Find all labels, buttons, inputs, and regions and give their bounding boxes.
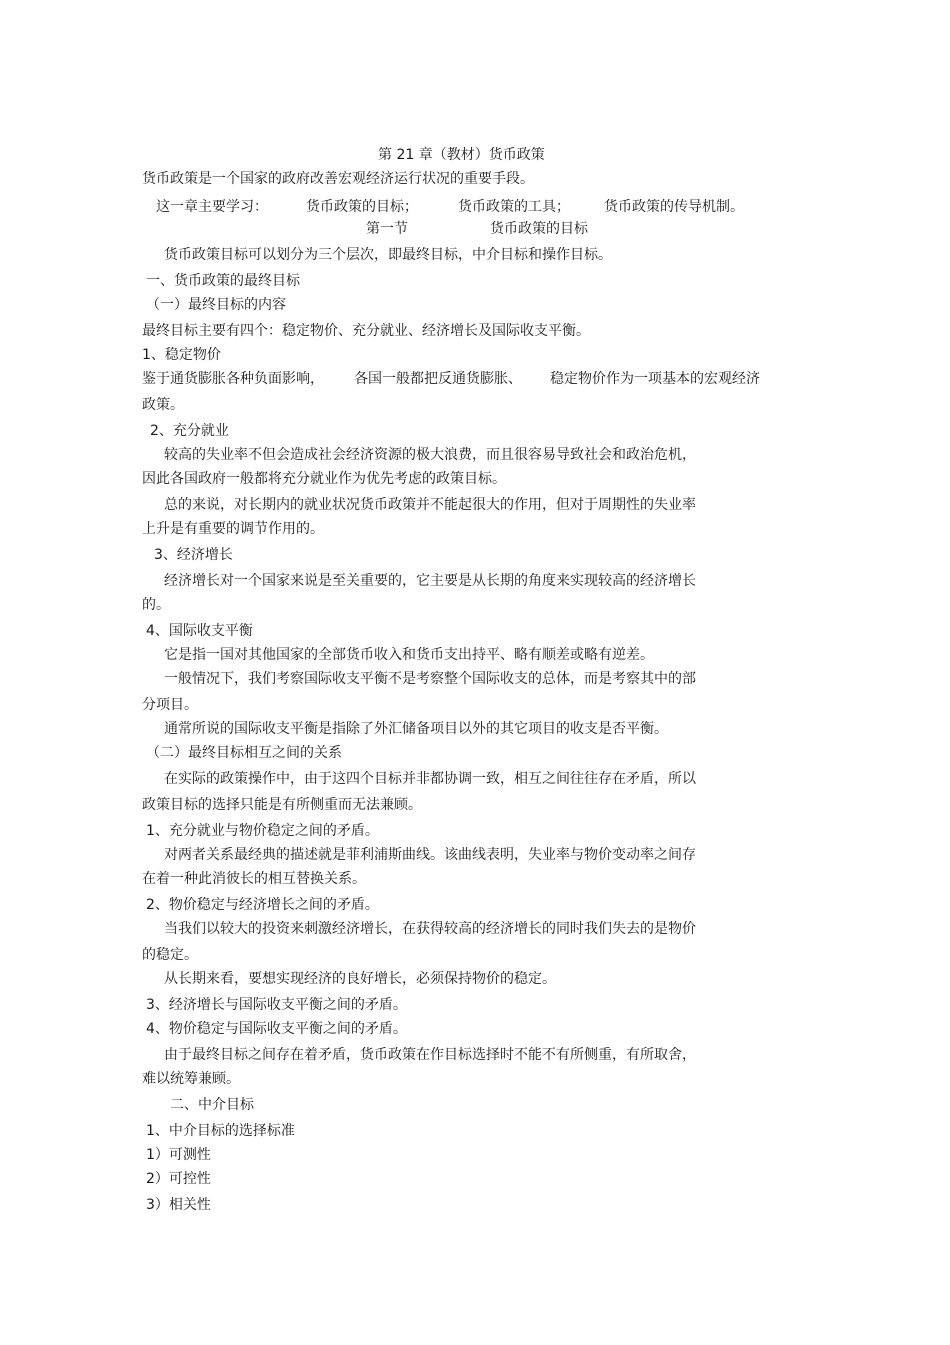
item-heading-contradiction-1: 1、充分就业与物价稳定之间的矛盾。 — [146, 823, 379, 839]
paragraph-line: 在实际的政策操作中，由于这四个目标并非都协调一致，相互之间往往存在矛盾，所以 — [164, 771, 696, 787]
paragraph-line: 对两者关系最经典的描述就是菲利浦斯曲线。该曲线表明，失业率与物价变动率之间存 — [164, 847, 696, 863]
item-heading-contradiction-3: 3、经济增长与国际收支平衡之间的矛盾。 — [146, 997, 407, 1013]
paragraph-line: 政策。 — [142, 397, 184, 413]
item-heading-price-stability: 1、稳定物价 — [142, 347, 221, 363]
paragraph-line: 通常所说的国际收支平衡是指除了外汇储备项目以外的其它项目的收支是否平衡。 — [164, 721, 668, 737]
item-heading-contradiction-4: 4、物价稳定与国际收支平衡之间的矛盾。 — [146, 1021, 407, 1037]
chapter-study-item-goals: 货币政策的目标； — [306, 199, 418, 215]
paragraph-line: 经济增长对一个国家来说是至关重要的，它主要是从长期的角度来实现较高的经济增长 — [164, 573, 696, 589]
list-item-measurability: 1）可测性 — [146, 1147, 211, 1163]
paragraph-line: 总的来说，对长期内的就业状况货币政策并不能起很大的作用，但对于周期性的失业率 — [164, 497, 696, 513]
subheading-final-goal-content: （一）最终目标的内容 — [146, 297, 286, 313]
paragraph-line: 较高的失业率不但会造成社会经济资源的极大浪费，而且很容易导致社会和政治危机， — [164, 447, 696, 463]
chapter-study-item-mechanism: 货币政策的传导机制。 — [604, 199, 744, 215]
chapter-study-item-tools: 货币政策的工具； — [458, 199, 570, 215]
list-item-controllability: 2）可控性 — [146, 1171, 211, 1187]
item-heading-contradiction-2: 2、物价稳定与经济增长之间的矛盾。 — [146, 897, 379, 913]
heading-intermediate-goals: 二、中介目标 — [170, 1097, 254, 1113]
paragraph-line: 的。 — [142, 597, 170, 613]
item-heading-selection-criteria: 1、中介目标的选择标准 — [146, 1123, 295, 1139]
section-heading — [366, 220, 588, 238]
paragraph-line-inflation — [142, 370, 760, 388]
section-name: 货币政策的目标 — [490, 221, 588, 237]
paragraph-line: 当我们以较大的投资来刺激经济增长，在获得较高的经济增长的同时我们失去的是物价 — [164, 921, 696, 937]
paragraph-line: 的稳定。 — [142, 947, 198, 963]
heading-final-goals: 一、货币政策的最终目标 — [146, 273, 300, 289]
section-number: 第一节 — [366, 221, 408, 237]
paragraph-line: 最终目标主要有四个：稳定物价、充分就业、经济增长及国际收支平衡。 — [142, 323, 590, 339]
paragraph-line: 在着一种此消彼长的相互替换关系。 — [142, 871, 366, 887]
paragraph-line: 一般情况下，我们考察国际收支平衡不是考察整个国际收支的总体，而是考察其中的部 — [164, 671, 696, 687]
paragraph-line: 因此各国政府一般都将充分就业作为优先考虑的政策目标。 — [142, 471, 506, 487]
paragraph-line: 政策目标的选择只能是有所侧重而无法兼顾。 — [142, 797, 422, 813]
item-heading-economic-growth: 3、经济增长 — [154, 547, 233, 563]
paragraph-line: 它是指一国对其他国家的全部货币收入和货币支出持平、略有顺差或略有逆差。 — [164, 647, 654, 663]
list-item-relevance: 3）相关性 — [146, 1197, 211, 1213]
subheading-goal-relations: （二）最终目标相互之间的关系 — [146, 745, 342, 761]
paragraph-line: 从长期来看，要想实现经济的良好增长，必须保持物价的稳定。 — [164, 971, 556, 987]
chapter-title: 第 21 章（教材）货币政策 — [378, 147, 545, 163]
inflation-part-2: 各国一般都把反通货膨胀、 — [354, 371, 522, 387]
intro-paragraph: 货币政策是一个国家的政府改善宏观经济运行状况的重要手段。 — [142, 171, 534, 187]
inflation-part-1: 鉴于通货膨胀各种负面影响， — [142, 371, 324, 387]
paragraph-line: 由于最终目标之间存在着矛盾，货币政策在作目标选择时不能不有所侧重，有所取舍， — [164, 1047, 696, 1063]
paragraph-line: 货币政策目标可以划分为三个层次，即最终目标，中介目标和操作目标。 — [164, 247, 612, 263]
item-heading-full-employment: 2、充分就业 — [150, 423, 229, 439]
paragraph-line: 分项目。 — [142, 697, 198, 713]
paragraph-line: 上升是有重要的调节作用的。 — [142, 521, 324, 537]
chapter-study-line — [156, 198, 744, 216]
chapter-study-lead: 这一章主要学习： — [156, 199, 268, 215]
item-heading-balance-of-payments: 4、国际收支平衡 — [146, 623, 253, 639]
inflation-part-3: 稳定物价作为一项基本的宏观经济 — [550, 371, 760, 387]
paragraph-line: 难以统筹兼顾。 — [142, 1071, 240, 1087]
